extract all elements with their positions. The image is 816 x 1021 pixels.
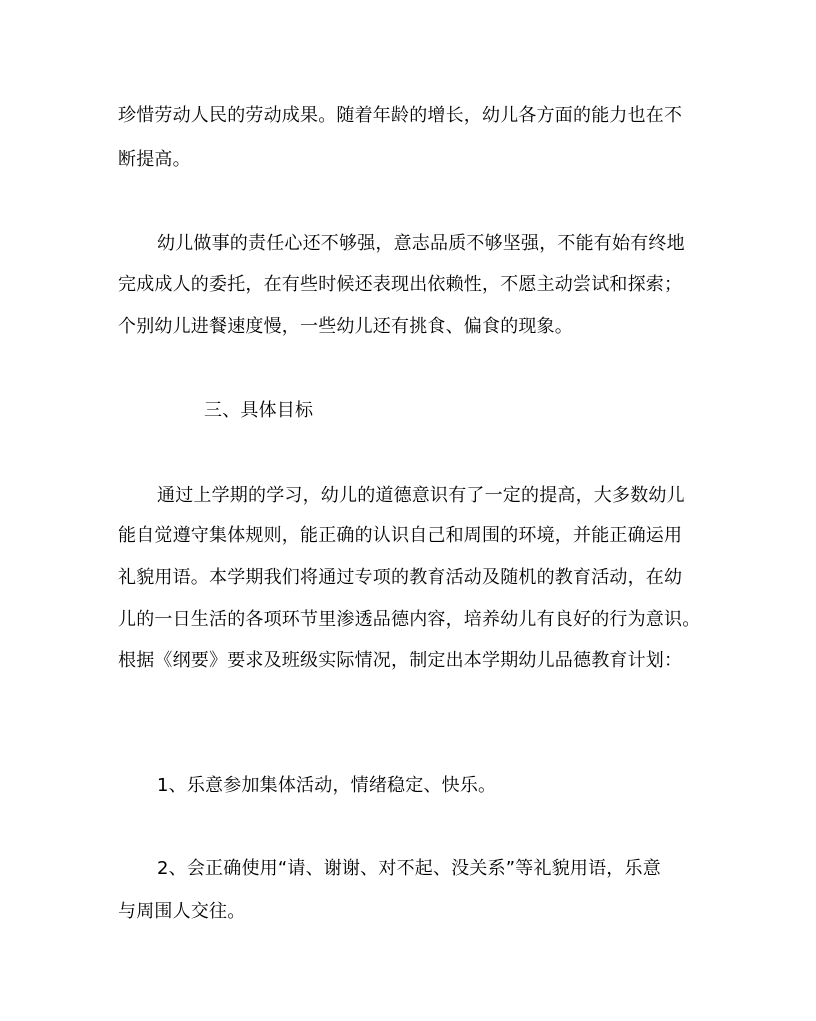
text-line: 根据《纲要》要求及班级实际情况，制定出本学期幼儿品德教育计划： bbox=[118, 650, 683, 671]
text-line: 珍惜劳动人民的劳动成果。随着年龄的增长，幼儿各方面的能力也在不 bbox=[118, 105, 683, 126]
text-line: 通过上学期的学习，幼儿的道德意识有了一定的提高，大多数幼儿 bbox=[157, 485, 685, 506]
list-item: 1、乐意参加集体活动，情绪稳定、快乐。 bbox=[157, 775, 497, 796]
text-line: 个别幼儿进餐速度慢，一些幼儿还有挑食、偏食的现象。 bbox=[118, 316, 573, 337]
text-line: 与周围人交往。 bbox=[118, 901, 246, 922]
text-line: 礼貌用语。本学期我们将通过专项的教育活动及随机的教育活动，在幼 bbox=[118, 567, 683, 588]
text-line: 断提高。 bbox=[118, 149, 191, 170]
list-item: 2、会正确使用“请、谢谢、对不起、没关系”等礼貌用语，乐意 bbox=[157, 858, 661, 879]
section-heading: 三、具体目标 bbox=[204, 400, 314, 421]
text-line: 幼儿做事的责任心还不够强，意志品质不够坚强，不能有始有终地 bbox=[157, 233, 685, 254]
text-line: 能自觉遵守集体规则，能正确的认识自己和周围的环境，并能正确运用 bbox=[118, 525, 683, 546]
text-line: 完成成人的委托，在有些时候还表现出依赖性，不愿主动尝试和探索； bbox=[118, 274, 683, 295]
text-line: 儿的一日生活的各项环节里渗透品德内容，培养幼儿有良好的行为意识。 bbox=[118, 609, 701, 630]
